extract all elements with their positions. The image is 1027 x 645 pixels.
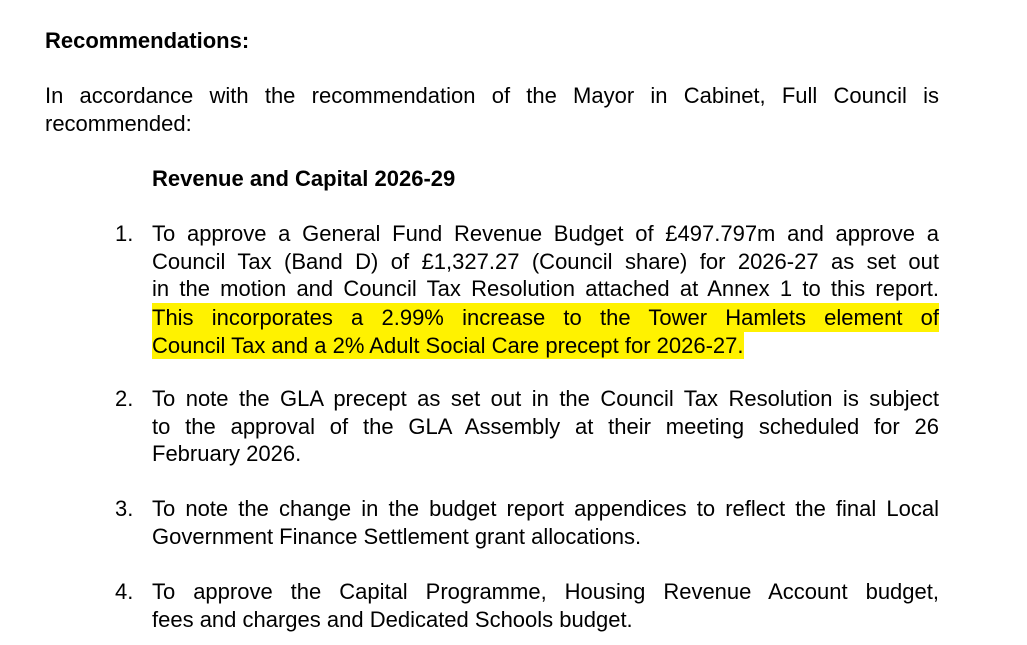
item-number: 3. [115,496,134,521]
item-text [152,220,939,360]
recommendation-item-3 [105,495,939,555]
recommendations-heading: Recommendations: [45,28,250,53]
highlight-text: Council Tax and a 2% Adult Social Care precept for 2026-27. [152,333,744,358]
recommendation-item-4 [105,578,939,638]
item-text [152,578,939,633]
item-line: Government Finance Settlement grant allocations. [152,523,642,549]
item-line: Council Tax (Band D) of £1,327.27 (Council share) for 2026-27 as set out [152,248,939,274]
item-text [152,495,939,550]
item-number: 2. [115,386,134,411]
item-text [152,385,939,468]
item-number: 1. [115,221,134,246]
item-line: To approve the Capital Programme, Housing Revenue Account budget, [152,579,939,604]
item-line: February 2026. [152,441,302,466]
revenue-capital-subheading: Revenue and Capital 2026-29 [152,166,456,191]
highlighted-line-last [152,332,939,360]
recommendation-item-2 [105,385,939,475]
intro-paragraph: In accordance with the recommendation of the Mayor in Cabinet, Full Council is recommended: [45,83,939,136]
item-line: To approve a General Fund Revenue Budget of £497.797m and approve a [152,221,939,246]
item-line: to the approval of the GLA Assembly at their meeting scheduled for 26 [152,413,939,439]
item-line: in the motion and Council Tax Resolution attached at Annex 1 to this report. [152,276,939,301]
highlighted-line: This incorporates a 2.99% increase to the Tower Hamlets element of [152,303,939,333]
recommendation-item-1 [105,220,939,360]
item-line: To note the change in the budget report appendices to reflect the final Local [152,496,939,521]
item-line: To note the GLA precept as set out in the Council Tax Resolution is subject [152,386,939,411]
item-line: fees and charges and Dedicated Schools budget. [152,606,633,632]
item-number: 4. [115,579,134,604]
